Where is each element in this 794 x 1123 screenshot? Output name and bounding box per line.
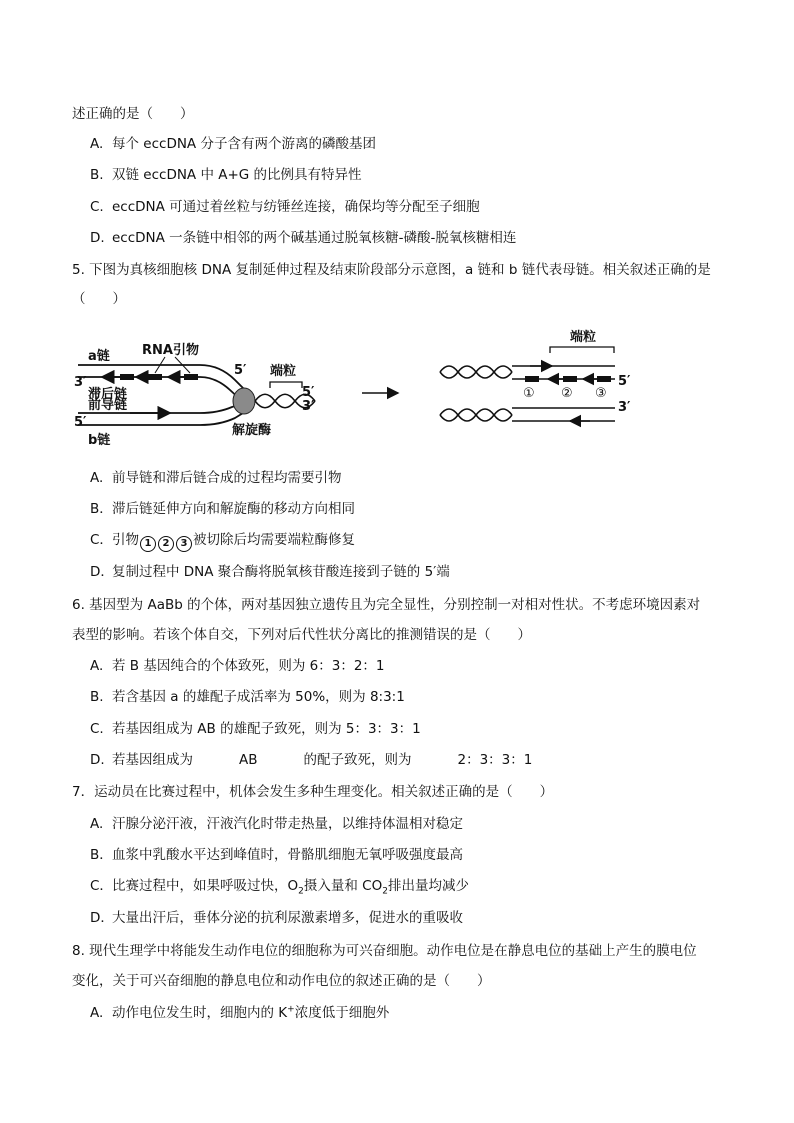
circle-3: ③ [595,386,607,401]
replication-end-diagram [440,329,631,421]
rna-primer-1 [120,374,134,380]
label-rna-primer: RNA引物 [142,343,199,358]
option-text-2: 浓度低于细胞外 [294,1005,390,1021]
option-text: 若 B 基因纯合的个体致死，则为 6：3：2：1 [112,658,385,674]
option-label: A. [90,470,104,486]
option-text-4: 2：3：3：1 [457,752,533,768]
option-text: 汗腺分泌汗液，汗液汽化时带走热量，以维持体温相对稳定 [112,816,463,832]
rna-primer-3 [184,374,198,380]
option-label: D. [90,752,105,768]
circled-number-2: 2 [158,536,174,552]
right-label-3prime: 3′ [618,400,631,415]
option-label: B. [90,167,104,183]
option-label: C. [90,721,104,737]
q5-stem-line1: 5. 下图为真核细胞核 DNA 复制延伸过程及结束阶段部分示意图，a 链和 b 链代表母链。相关叙述正确的是 [72,262,711,278]
option-label: A. [90,1005,104,1021]
label-helicase: 解旋酶 [232,423,272,438]
label-leading: 前导链 [88,398,128,413]
circle-2: ② [561,386,573,401]
option-text: 若基因组成为 AB 的雄配子致死，则为 5：3：3：1 [112,721,421,737]
option-text: 双链 eccDNA 中 A+G 的比例具有特异性 [112,167,362,183]
right-label-telomere: 端粒 [570,330,597,345]
superscript-plus: + [287,1004,295,1015]
option-text: 每个 eccDNA 分子含有两个游离的磷酸基团 [112,136,376,152]
q5-option-b [90,500,355,518]
option-text-1: 动作电位发生时，细胞内的 K [112,1005,288,1021]
q7-option-b [90,846,463,864]
label-3prime-left: 3′ [74,375,87,390]
option-label: D． [90,910,114,926]
q7-option-a [90,815,463,833]
q5-option-a [90,469,342,487]
option-label: C． [90,878,113,894]
option-label: C. [90,199,104,215]
q6-stem-line2: 表型的影响。若该个体自交，下列对后代性状分离比的推测错误的是（ ） [72,627,531,643]
option-label: A. [90,816,104,832]
helicase-shape [233,388,255,414]
q6-option-d [90,751,532,769]
option-text: eccDNA 一条链中相邻的两个碱基通过脱氧核糖-磷酸-脱氧核糖相连 [112,230,517,246]
q5-stem-line2: （ ） [72,291,126,307]
q7-option-c [90,877,469,895]
option-label: B． [90,501,113,517]
option-text: 复制过程中 DNA 聚合酶将脱氧核苷酸连接到子链的 5′端 [112,564,450,580]
rna-primer-2 [148,374,162,380]
dna-replication-figure [70,322,650,452]
option-text-1: 比赛过程中，如果呼吸过快，O [112,878,299,894]
option-text-2: AB [239,752,258,768]
option-label: B． [90,847,113,863]
q5-option-c [90,531,355,552]
q8-option-a [90,1004,389,1022]
q4-option-b [90,166,362,184]
option-label: D． [90,564,114,580]
label-5prime-top: 5′ [234,363,247,378]
q4-stem-tail: 述正确的是（ ） [72,106,194,122]
option-label: D. [90,230,105,246]
right-label-5prime: 5′ [618,374,631,389]
q7-stem: 7．运动员在比赛过程中，机体会发生多种生理变化。相关叙述正确的是（ ） [72,784,554,800]
q6-option-b [90,688,405,706]
circled-number-3: 3 [176,536,192,552]
option-text-pre: 引物 [112,532,139,548]
subscript-2: 2 [298,886,304,897]
q4-option-c [90,198,480,216]
option-text: eccDNA 可通过着丝粒与纺锤丝连接，确保均等分配至子细胞 [112,199,480,215]
option-label: B. [90,689,104,705]
option-text: 血浆中乳酸水平达到峰值时，骨骼肌细胞无氧呼吸强度最高 [112,847,463,863]
option-text: 若含基因 a 的雄配子成活率为 50%，则为 8:3:1 [112,689,405,705]
option-text-1: 若基因组成为 [112,752,193,768]
option-text-post: 被切除后均需要端粒酶修复 [193,532,355,548]
q4-option-a [90,135,376,153]
option-label: C． [90,532,113,548]
option-text-3: 的配子致死，则为 [303,752,412,768]
label-5prime-right: 5′ [302,385,315,400]
subscript-2: 2 [382,886,388,897]
q5-option-d [90,563,450,581]
option-label: A. [90,658,104,674]
circled-number-1: 1 [140,536,156,552]
label-lagging: 滞后链 [88,387,128,402]
option-text-2: 摄入量和 CO [303,878,383,894]
label-5prime-left: 5′ [74,415,87,430]
circle-1: ① [523,386,535,401]
option-text-3: 排出量均减少 [387,878,469,894]
replication-fork-diagram [74,342,315,448]
label-3prime-right: 3′ [302,399,315,414]
q8-stem-line2: 变化，关于可兴奋细胞的静息电位和动作电位的叙述正确的是（ ） [72,973,491,989]
option-text: 前导链和滞后链合成的过程均需要引物 [112,470,342,486]
label-telomere: 端粒 [270,364,297,379]
telomere-bracket [270,382,302,388]
q6-option-a [90,657,385,675]
option-text: 大量出汗后，垂体分泌的抗利尿激素增多，促进水的重吸收 [112,910,463,926]
label-strand-a: a链 [88,349,110,364]
option-text: 滞后链延伸方向和解旋酶的移动方向相同 [112,501,355,517]
q6-stem-line1: 6. 基因型为 AaBb 的个体，两对基因独立遗传且为完全显性，分别控制一对相对性状。不考虑环境因素对 [72,597,701,613]
q4-option-d [90,229,516,247]
q8-stem-line1: 8. 现代生理学中将能发生动作电位的细胞称为可兴奋细胞。动作电位是在静息电位的基础上产生的膜电位 [72,943,697,959]
q6-option-c [90,720,421,738]
label-strand-b: b链 [88,433,111,448]
q7-option-d [90,909,463,927]
option-label: A. [90,136,104,152]
